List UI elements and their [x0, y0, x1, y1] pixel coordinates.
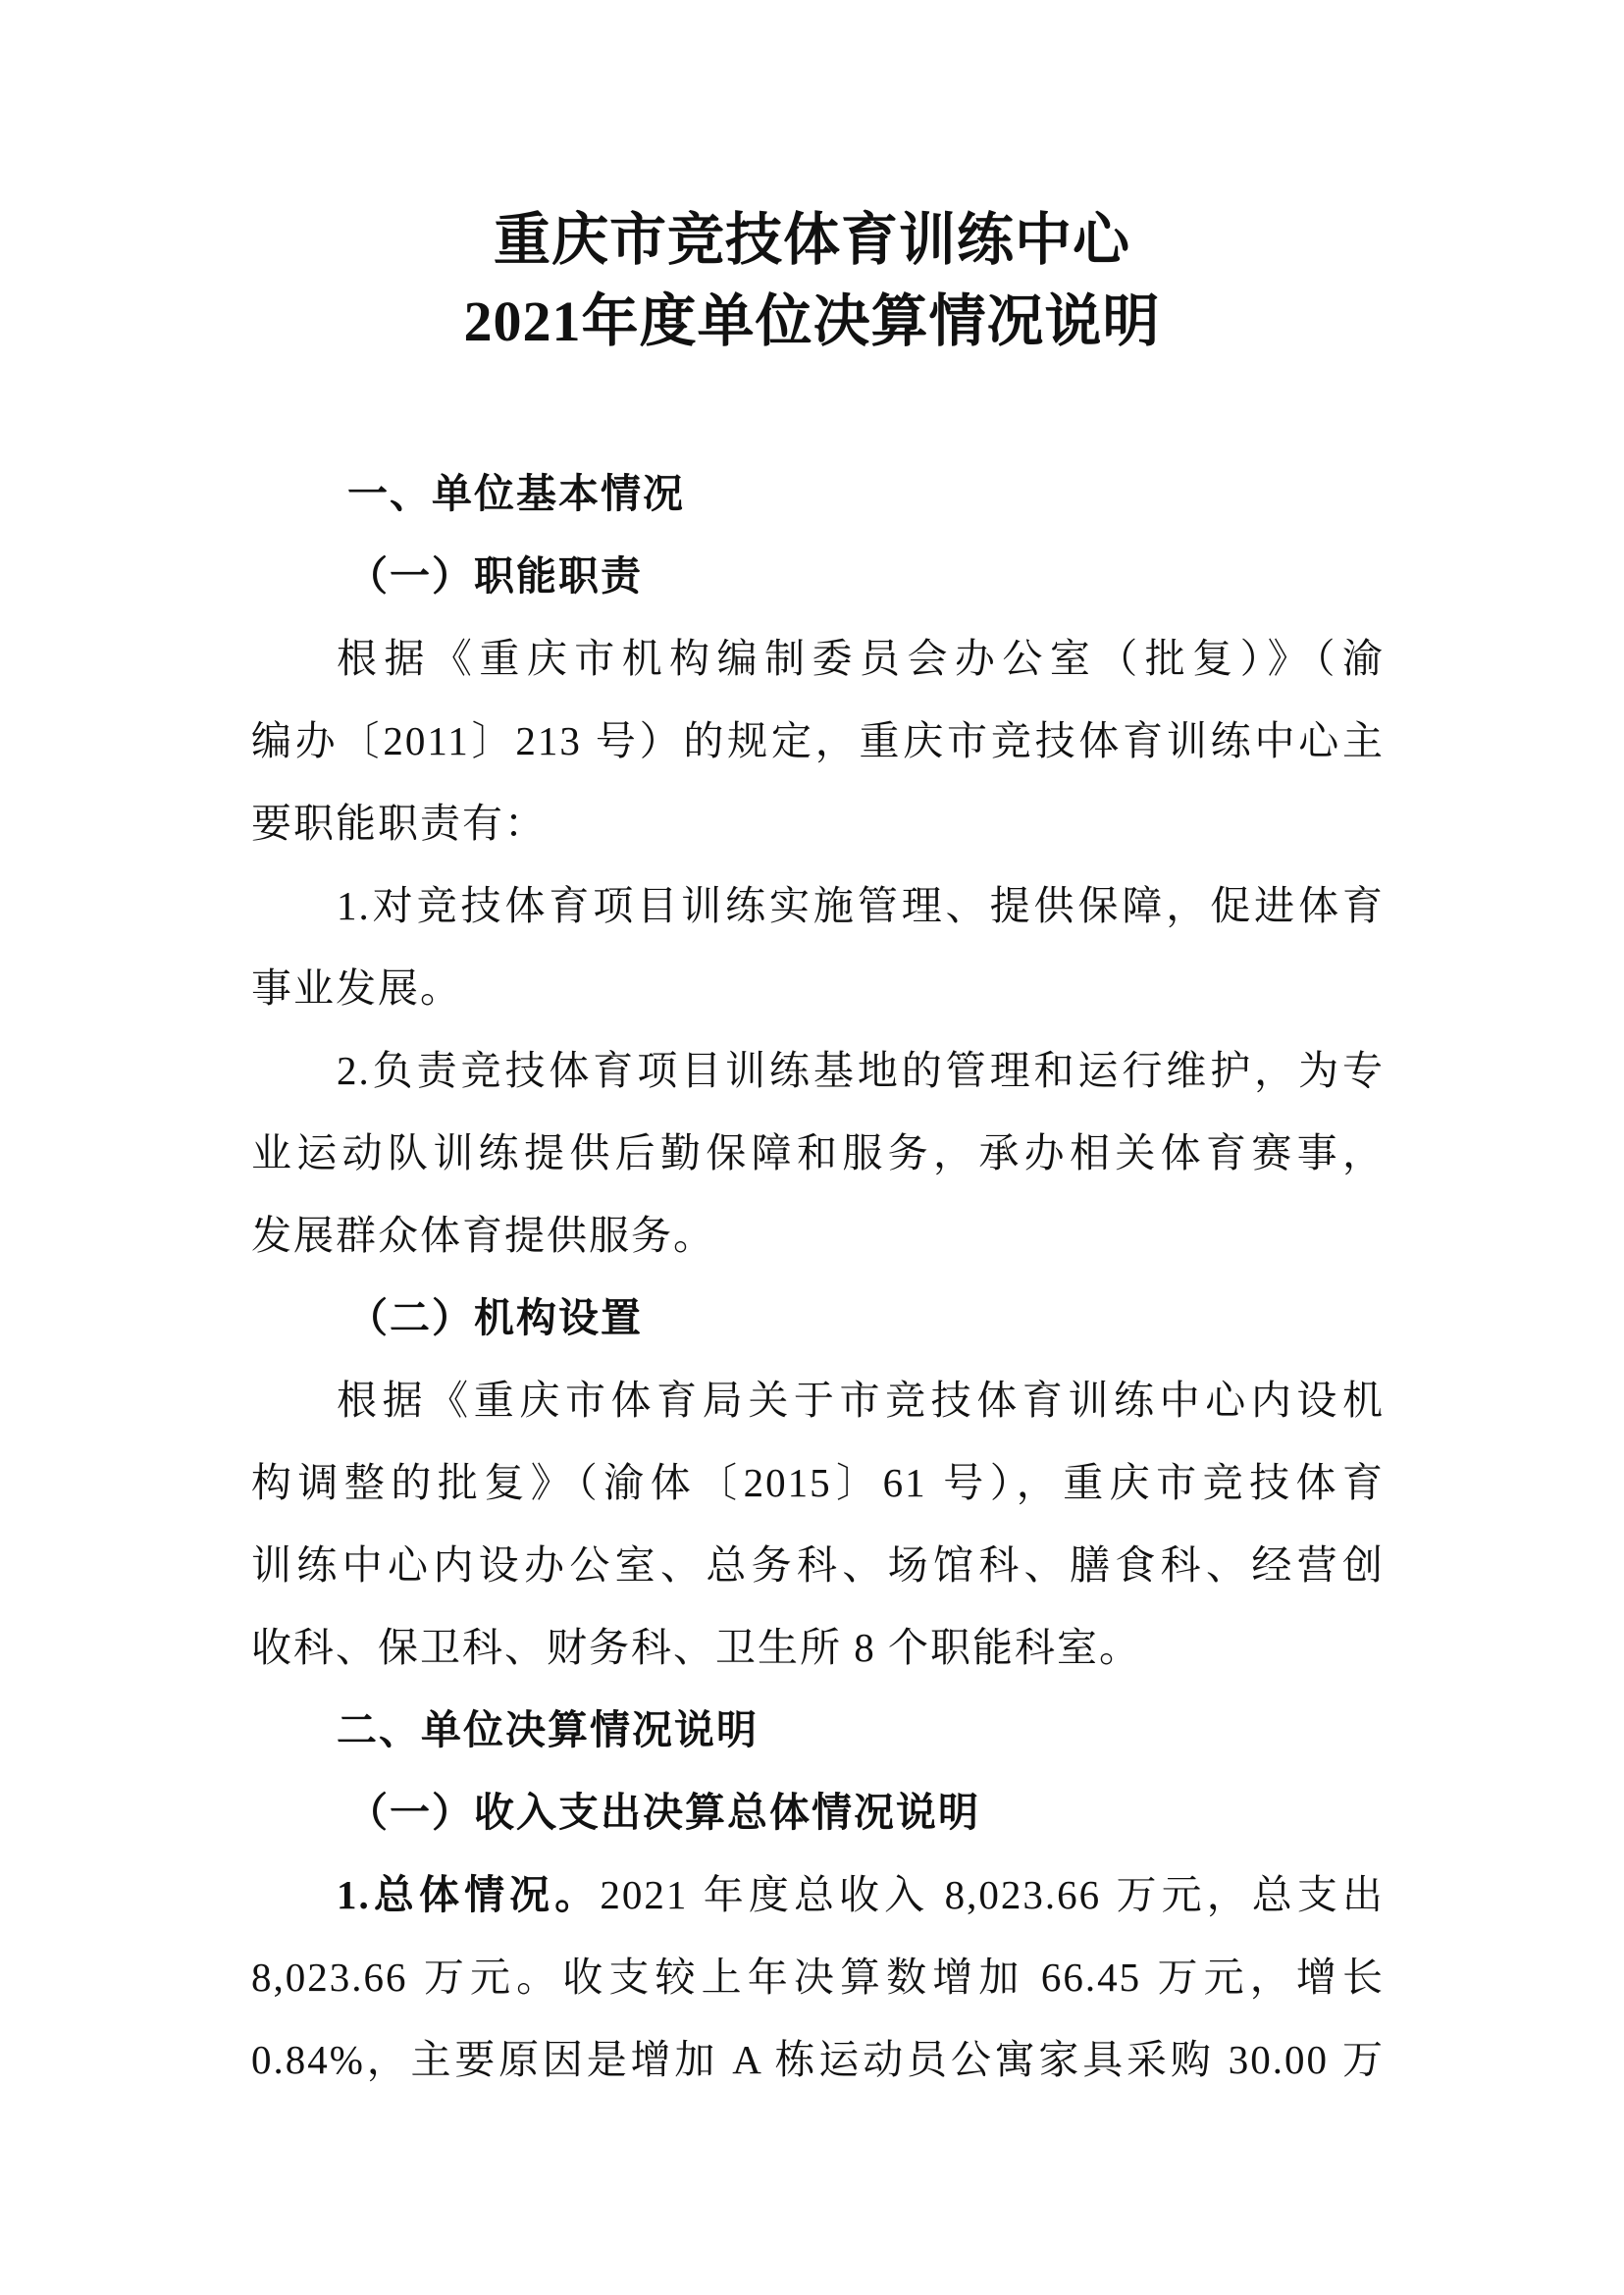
paragraph-line: 发展群众体育提供服务。 — [251, 1213, 715, 1258]
paragraph-line: 编办〔2011〕213 号）的规定，重庆市竞技体育训练中心主 — [251, 718, 1385, 763]
paragraph-text: 2021 年度总收入 8,023.66 万元，总支出 — [600, 1872, 1386, 1917]
subsection-heading: （一）职能职责 — [347, 553, 643, 599]
document-body — [251, 452, 1385, 2101]
paragraph-line: 要职能职责有： — [251, 801, 547, 846]
paragraph-line: 2.负责竞技体育项目训练基地的管理和运行维护，为专 — [337, 1048, 1385, 1093]
paragraph-line: 根据《重庆市机构编制委员会办公室（批复）》（渝 — [337, 636, 1385, 681]
paragraph-line: 根据《重庆市体育局关于市竞技体育训练中心内设机 — [337, 1378, 1385, 1423]
paragraph-line — [251, 1853, 1385, 1936]
paragraph-line: 训练中心内设办公室、总务科、场馆科、膳食科、经营创 — [251, 1542, 1385, 1588]
paragraph-line: 0.84%，主要原因是增加 A 栋运动员公寓家具采购 30.00 万 — [251, 2037, 1385, 2082]
title-line-2: 2021年度单位决算情况说明 — [463, 289, 1161, 353]
paragraph-line: 1.对竞技体育项目训练实施管理、提供保障，促进体育 — [337, 883, 1385, 928]
paragraph-line: 构调整的批复》（渝体〔2015〕61 号），重庆市竞技体育 — [251, 1460, 1385, 1505]
paragraph-line: 收科、保卫科、财务科、卫生所 8 个职能科室。 — [251, 1625, 1141, 1670]
paragraph-line: 事业发展。 — [251, 965, 462, 1011]
subsection-heading: （一）收入支出决算总体情况说明 — [347, 1790, 980, 1835]
subsection-heading: （二）机构设置 — [347, 1295, 643, 1340]
section-heading: 二、单位决算情况说明 — [337, 1707, 759, 1752]
paragraph-lead: 1.总体情况。 — [337, 1872, 601, 1917]
paragraph-line: 8,023.66 万元。收支较上年决算数增加 66.45 万元，增长 — [251, 1955, 1385, 2000]
section-heading: 一、单位基本情况 — [347, 471, 685, 516]
title-line-1: 重庆市竞技体育训练中心 — [493, 208, 1130, 272]
paragraph-line: 业运动队训练提供后勤保障和服务，承办相关体育赛事， — [251, 1130, 1385, 1175]
